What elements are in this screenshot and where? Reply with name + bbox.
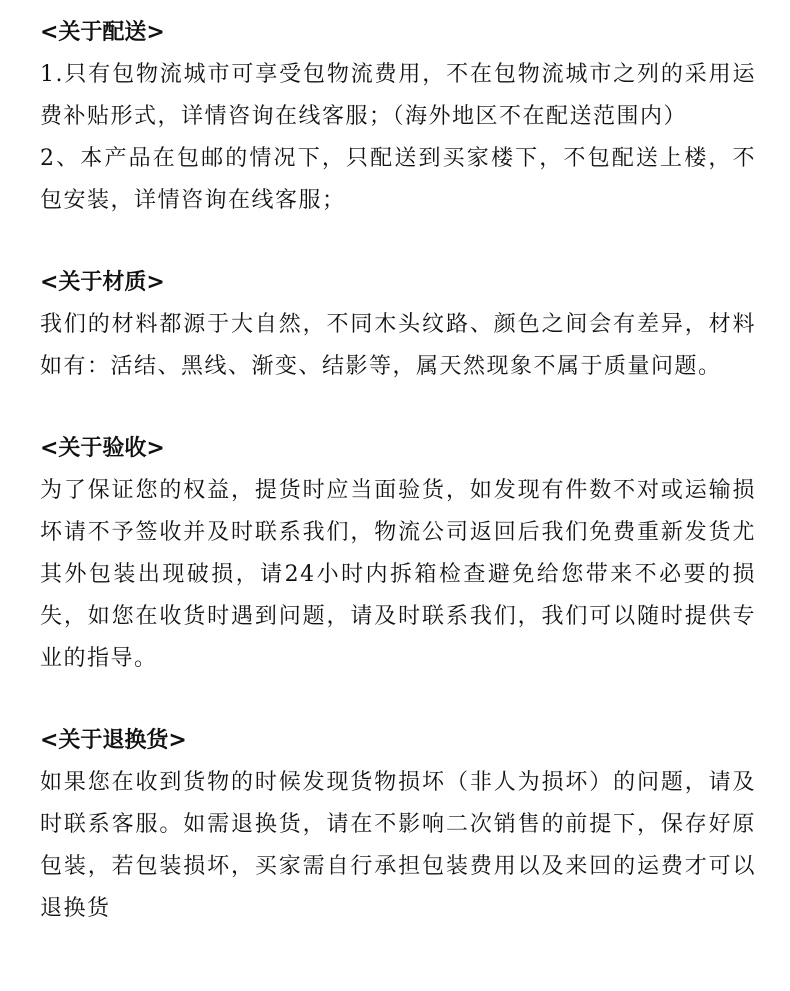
returns-paragraph: 如果您在收到货物的时候发现货物损坏（非人为损坏）的问题，请及时联系客服。如需退换货，请在不影响二次销售的前提下，保存好原包装，若包装损坏，买家需自行承担包装费用以及来回的运费才可以退换货 (40, 770, 756, 921)
returns-section (40, 720, 756, 930)
material-heading: <关于材质> (40, 270, 165, 295)
inspection-section (40, 428, 756, 680)
policy-document (40, 12, 756, 930)
material-paragraph: 我们的材料都源于大自然，不同木头纹路、颜色之间会有差异，材料如有：活结、黑线、渐变、结影等，属天然现象不属于质量问题。 (40, 312, 756, 379)
inspection-heading: <关于验收> (40, 436, 165, 461)
delivery-paragraph-1: 1.只有包物流城市可享受包物流费用，不在包物流城市之列的采用运费补贴形式，详情咨询在线客服；（海外地区不在配送范围内） (40, 62, 756, 129)
delivery-section (40, 12, 756, 222)
delivery-paragraph-2: 2、本产品在包邮的情况下，只配送到买家楼下，不包配送上楼，不包安装，详情咨询在线客服； (40, 146, 756, 213)
inspection-paragraph: 为了保证您的权益，提货时应当面验货，如发现有件数不对或运输损坏请不予签收并及时联系我们，物流公司返回后我们免费重新发货尤其外包装出现破损，请24小时内拆箱检查避免给您带来不必要的损失，如您在收货时遇到问题，请及时联系我们，我们可以随时提供专业的指导。 (40, 478, 756, 671)
delivery-heading: <关于配送> (40, 20, 165, 45)
returns-heading: <关于退换货> (40, 728, 187, 753)
material-section (40, 262, 756, 388)
